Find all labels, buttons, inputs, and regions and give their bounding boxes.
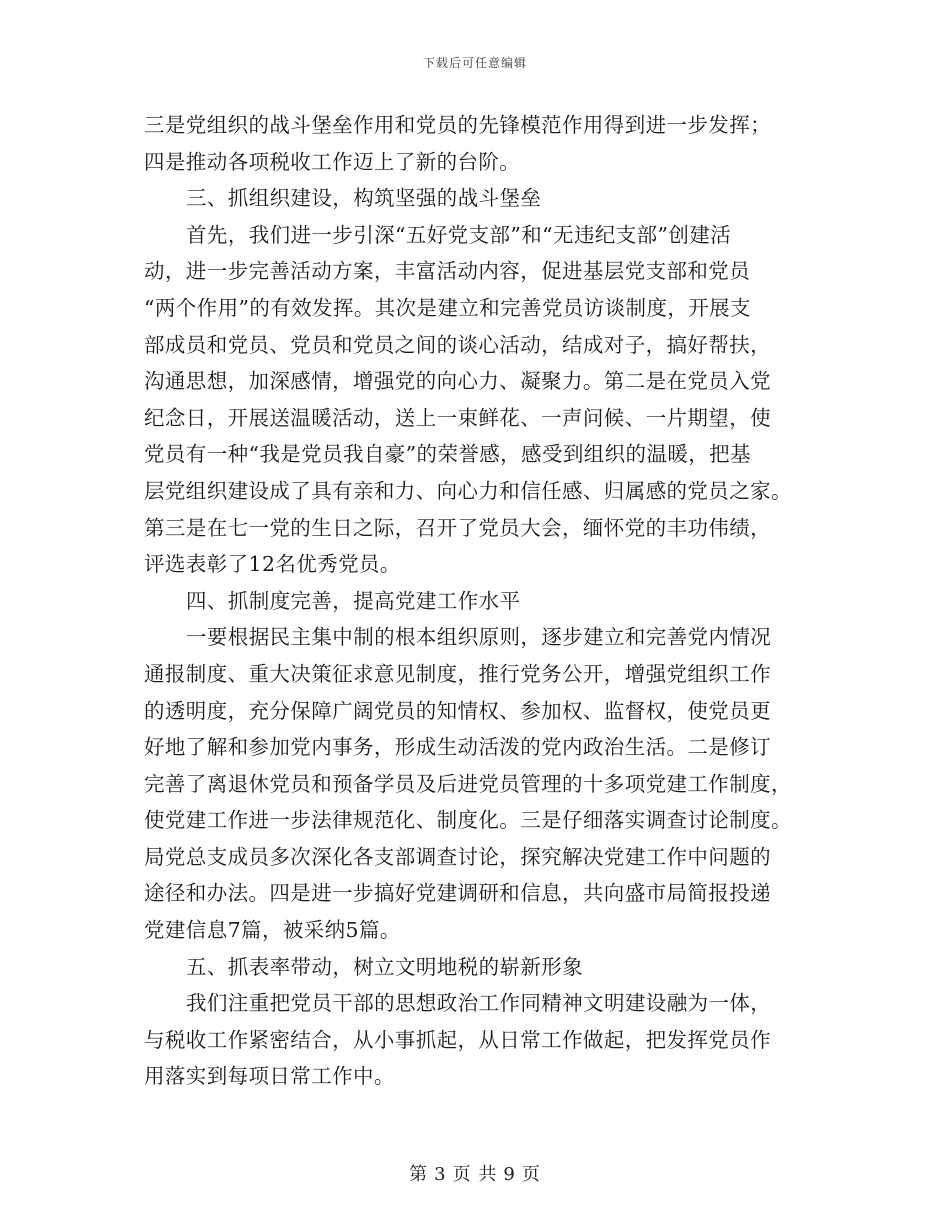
- text-line: 三、抓组织建设，构筑坚强的战斗堡垒: [186, 186, 542, 211]
- text-line: 五、抓表率带动，树立文明地税的崭新形象: [186, 954, 584, 979]
- text-line: 党员有一种“我是党员我自豪”的荣誉感，感受到组织的温暖，把基: [144, 442, 751, 467]
- text-line: 与税收工作紧密结合，从小事抓起，从日常工作做起，把发挥党员作: [144, 1027, 771, 1052]
- text-line: 局党总支成员多次深化各支部调查讨论，探究解决党建工作中问题的: [144, 844, 771, 869]
- text-line: 通报制度、重大决策征求意见制度，推行党务公开，增强党组织工作: [144, 661, 771, 686]
- footer-total-pages: 9: [503, 1164, 516, 1185]
- text-line: 的透明度，充分保障广阔党员的知情权、参加权、监督权，使党员更: [144, 698, 771, 723]
- document-body: [144, 107, 794, 1095]
- text-line: “两个作用”的有效发挥。其次是建立和完善党员访谈制度，开展支: [144, 295, 751, 320]
- footer-prefix: 第: [409, 1164, 429, 1185]
- footer-current-page: 3: [434, 1164, 447, 1185]
- page-footer: [0, 1160, 950, 1186]
- text-line: 四是推动各项税收工作迈上了新的台阶。: [144, 149, 521, 174]
- text-line: 动，进一步完善活动方案，丰富活动内容，促进基层党支部和党员: [144, 259, 751, 284]
- text-line: 使党建工作进一步法律规范化、制度化。三是仔细落实调查讨论制度。: [144, 808, 792, 833]
- text-line: 完善了离退休党员和预备学员及后进党员管理的十多项党建工作制度，: [144, 771, 792, 796]
- text-line: 首先，我们进一步引深“五好党支部”和“无违纪支部”创建活: [186, 222, 732, 247]
- text-line: 党建信息7篇，被采纳5篇。: [144, 918, 401, 943]
- page-header-note: 下载后可任意编辑: [422, 56, 527, 70]
- text-line: 途径和办法。四是进一步搞好党建调研和信息，共向盛市局简报投递: [144, 881, 771, 906]
- text-line: 纪念日，开展送温暖活动，送上一束鲜花、一声问候、一片期望，使: [144, 405, 771, 430]
- text-line: 用落实到每项日常工作中。: [144, 1064, 395, 1089]
- text-line: 评选表彰了12名优秀党员。: [144, 552, 401, 577]
- text-line: 沟通思想，加深感情，增强党的向心力、凝聚力。第二是在党员入党: [144, 369, 771, 394]
- footer-middle: 页 共: [452, 1164, 498, 1185]
- text-line: 部成员和党员、党员和党员之间的谈心活动，结成对子，搞好帮扶，: [144, 332, 771, 357]
- text-line: 四、抓制度完善，提高党建工作水平: [186, 588, 521, 613]
- text-line: 好地了解和参加党内事务，形成生动活泼的党内政治生活。二是修订: [144, 735, 771, 760]
- text-line: 一要根据民主集中制的根本组织原则，逐步建立和完善党内情况: [186, 625, 772, 650]
- text-line: 三是党组织的战斗堡垒作用和党员的先锋模范作用得到进一步发挥；: [144, 113, 771, 137]
- text-line: 层党组织建设成了具有亲和力、向心力和信任感、归属感的党员之家。: [144, 478, 792, 503]
- text-line: 我们注重把党员干部的思想政治工作同精神文明建设融为一体，: [186, 991, 772, 1016]
- footer-suffix: 页: [521, 1164, 541, 1185]
- text-line: 第三是在七一党的生日之际，召开了党员大会，缅怀党的丰功伟绩，: [144, 515, 771, 540]
